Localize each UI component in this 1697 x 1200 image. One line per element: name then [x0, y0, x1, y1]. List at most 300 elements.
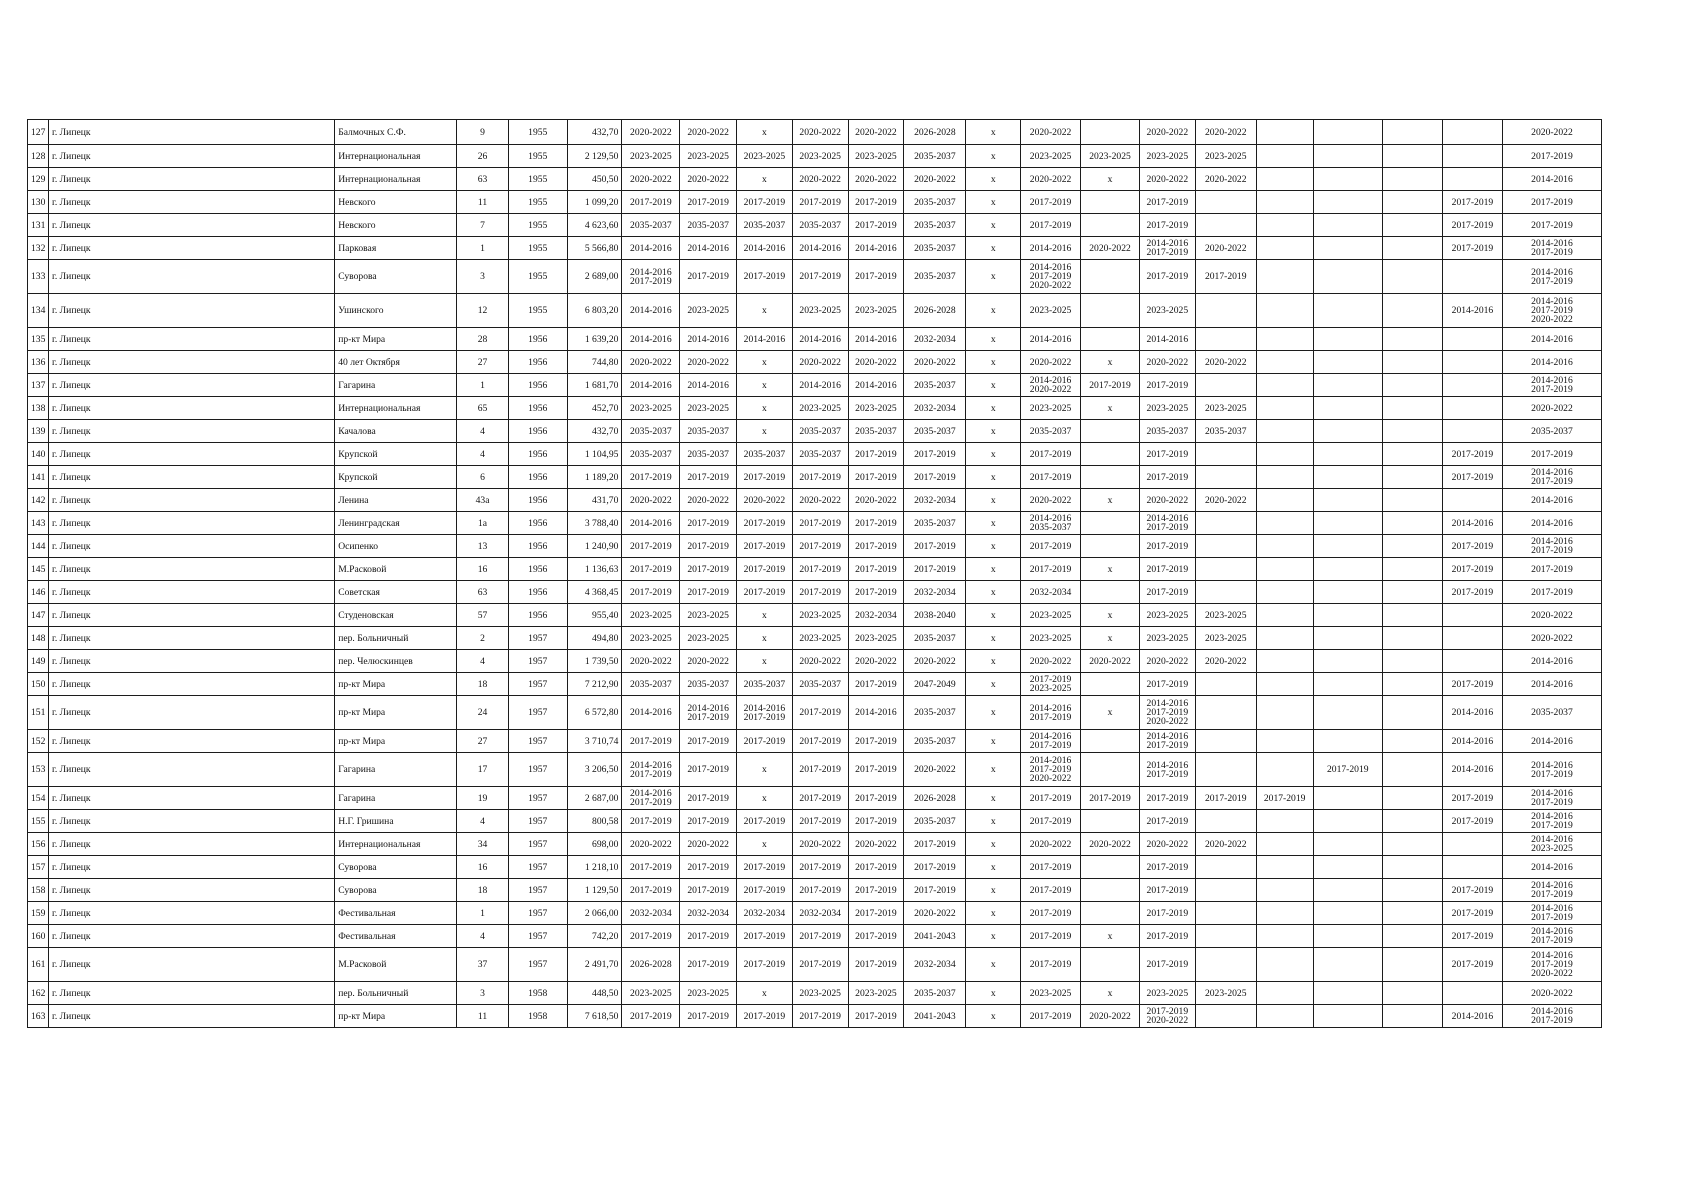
cell-period-2: 2035-2037 — [680, 443, 737, 466]
cell-row-number: 147 — [28, 604, 49, 627]
cell-period-2: 2035-2037 — [680, 420, 737, 443]
table-row — [28, 730, 1602, 753]
cell-street: пр-кт Мира — [335, 696, 457, 730]
cell-period-10: 2017-2019 — [1139, 191, 1195, 214]
cell-build-year: 1955 — [508, 145, 567, 168]
cell-period-9 — [1081, 120, 1140, 145]
cell-period-8: 2020-2022 — [1021, 489, 1081, 512]
cell-house-number: 1 — [457, 374, 509, 397]
cell-period-3: 2017-2019 — [737, 730, 793, 753]
cell-period-11: 2023-2025 — [1195, 982, 1256, 1005]
cell-period-16: 2014-2016 2017-2019 — [1502, 925, 1601, 948]
cell-house-number: 63 — [457, 168, 509, 191]
cell-row-number: 159 — [28, 902, 49, 925]
cell-period-1: 2023-2025 — [622, 145, 680, 168]
cell-period-12 — [1256, 168, 1313, 191]
cell-period-16: 2014-2016 2017-2019 — [1502, 787, 1601, 810]
cell-build-year: 1955 — [508, 294, 567, 328]
cell-period-2: 2023-2025 — [680, 294, 737, 328]
cell-period-16: 2014-2016 2017-2019 — [1502, 260, 1601, 294]
cell-period-9: 2020-2022 — [1081, 1005, 1140, 1028]
cell-period-1: 2035-2037 — [622, 673, 680, 696]
cell-row-number: 150 — [28, 673, 49, 696]
cell-period-1: 2026-2028 — [622, 948, 680, 982]
cell-period-15 — [1442, 604, 1502, 627]
cell-period-9 — [1081, 443, 1140, 466]
cell-period-6: 2041-2043 — [904, 1005, 966, 1028]
cell-period-6: 2035-2037 — [904, 191, 966, 214]
cell-period-4: 2017-2019 — [792, 191, 848, 214]
cell-street: Суворова — [335, 856, 457, 879]
cell-period-16: 2020-2022 — [1502, 982, 1601, 1005]
cell-period-2: 2023-2025 — [680, 145, 737, 168]
cell-row-number: 144 — [28, 535, 49, 558]
cell-period-9: х — [1081, 489, 1140, 512]
cell-period-11 — [1195, 558, 1256, 581]
cell-period-13 — [1313, 581, 1382, 604]
cell-row-number: 141 — [28, 466, 49, 489]
cell-row-number: 160 — [28, 925, 49, 948]
table-row — [28, 260, 1602, 294]
cell-period-6: 2017-2019 — [904, 443, 966, 466]
cell-period-6: 2035-2037 — [904, 374, 966, 397]
cell-period-13 — [1313, 294, 1382, 328]
cell-period-5: 2023-2025 — [848, 294, 904, 328]
cell-area: 2 066,00 — [567, 902, 622, 925]
cell-period-13 — [1313, 443, 1382, 466]
cell-period-7: х — [966, 443, 1021, 466]
cell-period-2: 2020-2022 — [680, 351, 737, 374]
cell-period-7: х — [966, 466, 1021, 489]
cell-period-16: 2014-2016 2017-2019 — [1502, 879, 1601, 902]
cell-build-year: 1957 — [508, 810, 567, 833]
cell-period-5: 2017-2019 — [848, 443, 904, 466]
cell-city: г. Липецк — [49, 120, 335, 145]
cell-house-number: 7 — [457, 214, 509, 237]
cell-period-14 — [1382, 925, 1442, 948]
cell-period-12 — [1256, 489, 1313, 512]
cell-period-7: х — [966, 294, 1021, 328]
cell-period-6: 2041-2043 — [904, 925, 966, 948]
cell-house-number: 17 — [457, 753, 509, 787]
cell-period-7: х — [966, 810, 1021, 833]
cell-period-2: 2020-2022 — [680, 833, 737, 856]
cell-period-15 — [1442, 260, 1502, 294]
cell-period-6: 2026-2028 — [904, 294, 966, 328]
cell-period-5: 2035-2037 — [848, 420, 904, 443]
cell-period-13 — [1313, 696, 1382, 730]
cell-area: 744,80 — [567, 351, 622, 374]
cell-period-11 — [1195, 328, 1256, 351]
cell-period-3: 2017-2019 — [737, 810, 793, 833]
cell-period-1: 2014-2016 — [622, 512, 680, 535]
cell-period-10: 2014-2016 2017-2019 — [1139, 237, 1195, 260]
cell-period-10: 2020-2022 — [1139, 650, 1195, 673]
cell-row-number: 130 — [28, 191, 49, 214]
cell-period-12 — [1256, 753, 1313, 787]
cell-house-number: 3 — [457, 982, 509, 1005]
cell-period-13 — [1313, 328, 1382, 351]
cell-period-14 — [1382, 696, 1442, 730]
cell-period-1: 2017-2019 — [622, 581, 680, 604]
cell-period-16: 2014-2016 — [1502, 351, 1601, 374]
cell-period-5: 2017-2019 — [848, 581, 904, 604]
cell-period-8: 2017-2019 — [1021, 810, 1081, 833]
cell-period-10: 2014-2016 2017-2019 2020-2022 — [1139, 696, 1195, 730]
cell-period-6: 2035-2037 — [904, 237, 966, 260]
cell-period-10: 2020-2022 — [1139, 168, 1195, 191]
cell-period-15: 2017-2019 — [1442, 466, 1502, 489]
cell-period-14 — [1382, 214, 1442, 237]
cell-build-year: 1957 — [508, 856, 567, 879]
cell-row-number: 128 — [28, 145, 49, 168]
cell-period-10: 2023-2025 — [1139, 982, 1195, 1005]
cell-period-5: 2017-2019 — [848, 260, 904, 294]
cell-period-7: х — [966, 420, 1021, 443]
cell-period-13 — [1313, 982, 1382, 1005]
cell-period-12 — [1256, 120, 1313, 145]
cell-row-number: 132 — [28, 237, 49, 260]
cell-period-9 — [1081, 328, 1140, 351]
cell-area: 1 739,50 — [567, 650, 622, 673]
cell-period-16: 2017-2019 — [1502, 443, 1601, 466]
cell-period-1: 2014-2016 2017-2019 — [622, 753, 680, 787]
cell-period-7: х — [966, 581, 1021, 604]
cell-period-7: х — [966, 145, 1021, 168]
cell-period-15: 2017-2019 — [1442, 214, 1502, 237]
cell-period-7: х — [966, 374, 1021, 397]
cell-period-2: 2017-2019 — [680, 558, 737, 581]
cell-period-4: 2023-2025 — [792, 604, 848, 627]
cell-street: Парковая — [335, 237, 457, 260]
cell-city: г. Липецк — [49, 856, 335, 879]
cell-period-16: 2014-2016 — [1502, 730, 1601, 753]
cell-period-1: 2017-2019 — [622, 535, 680, 558]
cell-period-14 — [1382, 145, 1442, 168]
cell-period-6: 2032-2034 — [904, 328, 966, 351]
cell-period-3: х — [737, 833, 793, 856]
cell-period-8: 2023-2025 — [1021, 294, 1081, 328]
cell-row-number: 157 — [28, 856, 49, 879]
cell-city: г. Липецк — [49, 604, 335, 627]
cell-row-number: 140 — [28, 443, 49, 466]
cell-period-3: 2017-2019 — [737, 466, 793, 489]
cell-period-5: 2017-2019 — [848, 879, 904, 902]
cell-period-12 — [1256, 558, 1313, 581]
cell-period-12 — [1256, 512, 1313, 535]
cell-period-5: 2014-2016 — [848, 328, 904, 351]
cell-period-3: 2014-2016 2017-2019 — [737, 696, 793, 730]
cell-period-2: 2017-2019 — [680, 581, 737, 604]
cell-period-6: 2017-2019 — [904, 833, 966, 856]
cell-period-16: 2014-2016 2017-2019 — [1502, 535, 1601, 558]
cell-period-3: х — [737, 982, 793, 1005]
cell-city: г. Липецк — [49, 351, 335, 374]
cell-period-4: 2035-2037 — [792, 673, 848, 696]
cell-period-15 — [1442, 833, 1502, 856]
cell-area: 1 681,70 — [567, 374, 622, 397]
cell-house-number: 57 — [457, 604, 509, 627]
cell-house-number: 24 — [457, 696, 509, 730]
cell-period-3: х — [737, 650, 793, 673]
cell-period-10: 2017-2019 — [1139, 466, 1195, 489]
cell-period-2: 2023-2025 — [680, 627, 737, 650]
cell-period-9 — [1081, 535, 1140, 558]
cell-period-12 — [1256, 581, 1313, 604]
cell-period-13 — [1313, 489, 1382, 512]
table-row — [28, 696, 1602, 730]
cell-period-5: 2017-2019 — [848, 535, 904, 558]
cell-row-number: 153 — [28, 753, 49, 787]
cell-city: г. Липецк — [49, 650, 335, 673]
cell-period-12 — [1256, 466, 1313, 489]
cell-area: 3 206,50 — [567, 753, 622, 787]
cell-period-16: 2014-2016 — [1502, 673, 1601, 696]
cell-period-2: 2017-2019 — [680, 879, 737, 902]
cell-house-number: 65 — [457, 397, 509, 420]
cell-period-12 — [1256, 696, 1313, 730]
cell-row-number: 148 — [28, 627, 49, 650]
cell-street: Фестивальная — [335, 902, 457, 925]
cell-period-16: 2014-2016 2017-2019 — [1502, 237, 1601, 260]
cell-period-7: х — [966, 673, 1021, 696]
cell-city: г. Липецк — [49, 673, 335, 696]
cell-period-3: х — [737, 627, 793, 650]
cell-street: пр-кт Мира — [335, 673, 457, 696]
cell-period-10: 2017-2019 — [1139, 948, 1195, 982]
cell-period-8: 2017-2019 — [1021, 902, 1081, 925]
cell-period-13 — [1313, 374, 1382, 397]
cell-period-9: 2017-2019 — [1081, 374, 1140, 397]
cell-period-14 — [1382, 627, 1442, 650]
cell-period-1: 2020-2022 — [622, 168, 680, 191]
cell-period-1: 2014-2016 — [622, 328, 680, 351]
cell-period-8: 2017-2019 — [1021, 466, 1081, 489]
cell-period-13 — [1313, 237, 1382, 260]
cell-row-number: 133 — [28, 260, 49, 294]
cell-period-4: 2014-2016 — [792, 328, 848, 351]
cell-build-year: 1956 — [508, 374, 567, 397]
cell-period-1: 2023-2025 — [622, 604, 680, 627]
cell-period-15 — [1442, 982, 1502, 1005]
cell-area: 2 687,00 — [567, 787, 622, 810]
cell-period-11 — [1195, 294, 1256, 328]
cell-period-13 — [1313, 420, 1382, 443]
cell-period-1: 2014-2016 — [622, 696, 680, 730]
cell-period-16: 2014-2016 — [1502, 168, 1601, 191]
cell-street: Крупской — [335, 466, 457, 489]
cell-period-15: 2017-2019 — [1442, 558, 1502, 581]
cell-period-11: 2020-2022 — [1195, 120, 1256, 145]
cell-period-9 — [1081, 753, 1140, 787]
cell-period-5: 2017-2019 — [848, 925, 904, 948]
cell-street: Интернациональная — [335, 145, 457, 168]
cell-period-1: 2035-2037 — [622, 420, 680, 443]
cell-period-14 — [1382, 120, 1442, 145]
cell-period-7: х — [966, 982, 1021, 1005]
cell-period-14 — [1382, 879, 1442, 902]
cell-build-year: 1958 — [508, 982, 567, 1005]
cell-build-year: 1958 — [508, 1005, 567, 1028]
cell-area: 5 566,80 — [567, 237, 622, 260]
cell-period-6: 2020-2022 — [904, 650, 966, 673]
cell-period-2: 2017-2019 — [680, 948, 737, 982]
cell-period-16: 2020-2022 — [1502, 604, 1601, 627]
cell-street: Ленина — [335, 489, 457, 512]
cell-build-year: 1956 — [508, 443, 567, 466]
table-row — [28, 673, 1602, 696]
cell-row-number: 158 — [28, 879, 49, 902]
cell-house-number: 4 — [457, 420, 509, 443]
cell-period-4: 2017-2019 — [792, 512, 848, 535]
cell-period-8: 2020-2022 — [1021, 120, 1081, 145]
cell-period-7: х — [966, 879, 1021, 902]
cell-house-number: 43а — [457, 489, 509, 512]
cell-period-11: 2020-2022 — [1195, 168, 1256, 191]
cell-city: г. Липецк — [49, 374, 335, 397]
cell-row-number: 162 — [28, 982, 49, 1005]
cell-period-1: 2017-2019 — [622, 730, 680, 753]
cell-period-2: 2017-2019 — [680, 466, 737, 489]
cell-row-number: 135 — [28, 328, 49, 351]
cell-period-4: 2017-2019 — [792, 787, 848, 810]
cell-period-14 — [1382, 673, 1442, 696]
cell-period-6: 2035-2037 — [904, 420, 966, 443]
cell-period-8: 2017-2019 — [1021, 879, 1081, 902]
cell-period-13 — [1313, 948, 1382, 982]
table-row — [28, 1005, 1602, 1028]
cell-period-2: 2017-2019 — [680, 1005, 737, 1028]
table-row — [28, 214, 1602, 237]
cell-period-11 — [1195, 925, 1256, 948]
cell-period-11 — [1195, 443, 1256, 466]
cell-period-14 — [1382, 833, 1442, 856]
cell-period-8: 2014-2016 2017-2019 — [1021, 696, 1081, 730]
cell-period-15 — [1442, 145, 1502, 168]
cell-period-14 — [1382, 604, 1442, 627]
cell-period-14 — [1382, 328, 1442, 351]
cell-period-6: 2035-2037 — [904, 730, 966, 753]
cell-area: 494,80 — [567, 627, 622, 650]
cell-period-14 — [1382, 650, 1442, 673]
cell-period-16: 2014-2016 2017-2019 — [1502, 902, 1601, 925]
cell-city: г. Липецк — [49, 1005, 335, 1028]
cell-period-5: 2017-2019 — [848, 730, 904, 753]
cell-period-6: 2032-2034 — [904, 948, 966, 982]
table-row — [28, 191, 1602, 214]
cell-period-14 — [1382, 787, 1442, 810]
cell-build-year: 1956 — [508, 351, 567, 374]
cell-city: г. Липецк — [49, 535, 335, 558]
cell-period-14 — [1382, 191, 1442, 214]
cell-period-11 — [1195, 856, 1256, 879]
cell-period-16: 2020-2022 — [1502, 120, 1601, 145]
cell-period-15: 2014-2016 — [1442, 512, 1502, 535]
cell-period-5: 2023-2025 — [848, 982, 904, 1005]
cell-row-number: 142 — [28, 489, 49, 512]
cell-period-5: 2014-2016 — [848, 237, 904, 260]
cell-period-11: 2035-2037 — [1195, 420, 1256, 443]
cell-period-8: 2020-2022 — [1021, 833, 1081, 856]
cell-period-13 — [1313, 787, 1382, 810]
cell-period-11: 2020-2022 — [1195, 351, 1256, 374]
cell-period-7: х — [966, 351, 1021, 374]
cell-period-3: х — [737, 374, 793, 397]
cell-period-10: 2017-2019 — [1139, 374, 1195, 397]
cell-row-number: 136 — [28, 351, 49, 374]
cell-period-9: 2020-2022 — [1081, 650, 1140, 673]
cell-city: г. Липецк — [49, 730, 335, 753]
cell-period-6: 2020-2022 — [904, 351, 966, 374]
cell-period-10: 2023-2025 — [1139, 604, 1195, 627]
cell-period-13 — [1313, 535, 1382, 558]
cell-period-4: 2032-2034 — [792, 902, 848, 925]
cell-area: 698,00 — [567, 833, 622, 856]
cell-period-11: 2023-2025 — [1195, 627, 1256, 650]
cell-period-9 — [1081, 214, 1140, 237]
cell-period-14 — [1382, 730, 1442, 753]
cell-period-10: 2017-2019 — [1139, 879, 1195, 902]
cell-period-13 — [1313, 856, 1382, 879]
cell-period-6: 2035-2037 — [904, 214, 966, 237]
cell-row-number: 139 — [28, 420, 49, 443]
cell-period-11 — [1195, 879, 1256, 902]
cell-build-year: 1957 — [508, 879, 567, 902]
cell-period-8: 2014-2016 — [1021, 237, 1081, 260]
cell-period-5: 2017-2019 — [848, 466, 904, 489]
cell-period-14 — [1382, 489, 1442, 512]
cell-period-5: 2032-2034 — [848, 604, 904, 627]
cell-period-12 — [1256, 420, 1313, 443]
cell-period-6: 2032-2034 — [904, 397, 966, 420]
cell-period-5: 2014-2016 — [848, 696, 904, 730]
cell-house-number: 18 — [457, 879, 509, 902]
cell-period-15: 2014-2016 — [1442, 753, 1502, 787]
cell-street: Интернациональная — [335, 833, 457, 856]
cell-city: г. Липецк — [49, 879, 335, 902]
cell-period-12 — [1256, 535, 1313, 558]
cell-period-16: 2014-2016 2017-2019 2020-2022 — [1502, 948, 1601, 982]
cell-period-6: 2035-2037 — [904, 260, 966, 294]
cell-period-10: 2014-2016 2017-2019 — [1139, 512, 1195, 535]
cell-period-1: 2020-2022 — [622, 833, 680, 856]
cell-period-2: 2020-2022 — [680, 168, 737, 191]
cell-city: г. Липецк — [49, 558, 335, 581]
cell-period-1: 2023-2025 — [622, 627, 680, 650]
cell-period-6: 2035-2037 — [904, 810, 966, 833]
table-row — [28, 558, 1602, 581]
cell-period-1: 2017-2019 — [622, 856, 680, 879]
cell-street: Гагарина — [335, 753, 457, 787]
cell-period-16: 2017-2019 — [1502, 145, 1601, 168]
cell-period-1: 2014-2016 — [622, 294, 680, 328]
cell-period-4: 2017-2019 — [792, 535, 848, 558]
cell-period-9 — [1081, 673, 1140, 696]
cell-city: г. Липецк — [49, 168, 335, 191]
cell-build-year: 1956 — [508, 581, 567, 604]
cell-street: Советская — [335, 581, 457, 604]
cell-period-16: 2014-2016 2017-2019 — [1502, 810, 1601, 833]
cell-period-1: 2020-2022 — [622, 351, 680, 374]
cell-house-number: 4 — [457, 650, 509, 673]
cell-house-number: 19 — [457, 787, 509, 810]
cell-period-6: 2035-2037 — [904, 627, 966, 650]
cell-city: г. Липецк — [49, 145, 335, 168]
cell-street: Студеновская — [335, 604, 457, 627]
cell-period-13 — [1313, 810, 1382, 833]
cell-period-3: х — [737, 397, 793, 420]
cell-period-13 — [1313, 673, 1382, 696]
